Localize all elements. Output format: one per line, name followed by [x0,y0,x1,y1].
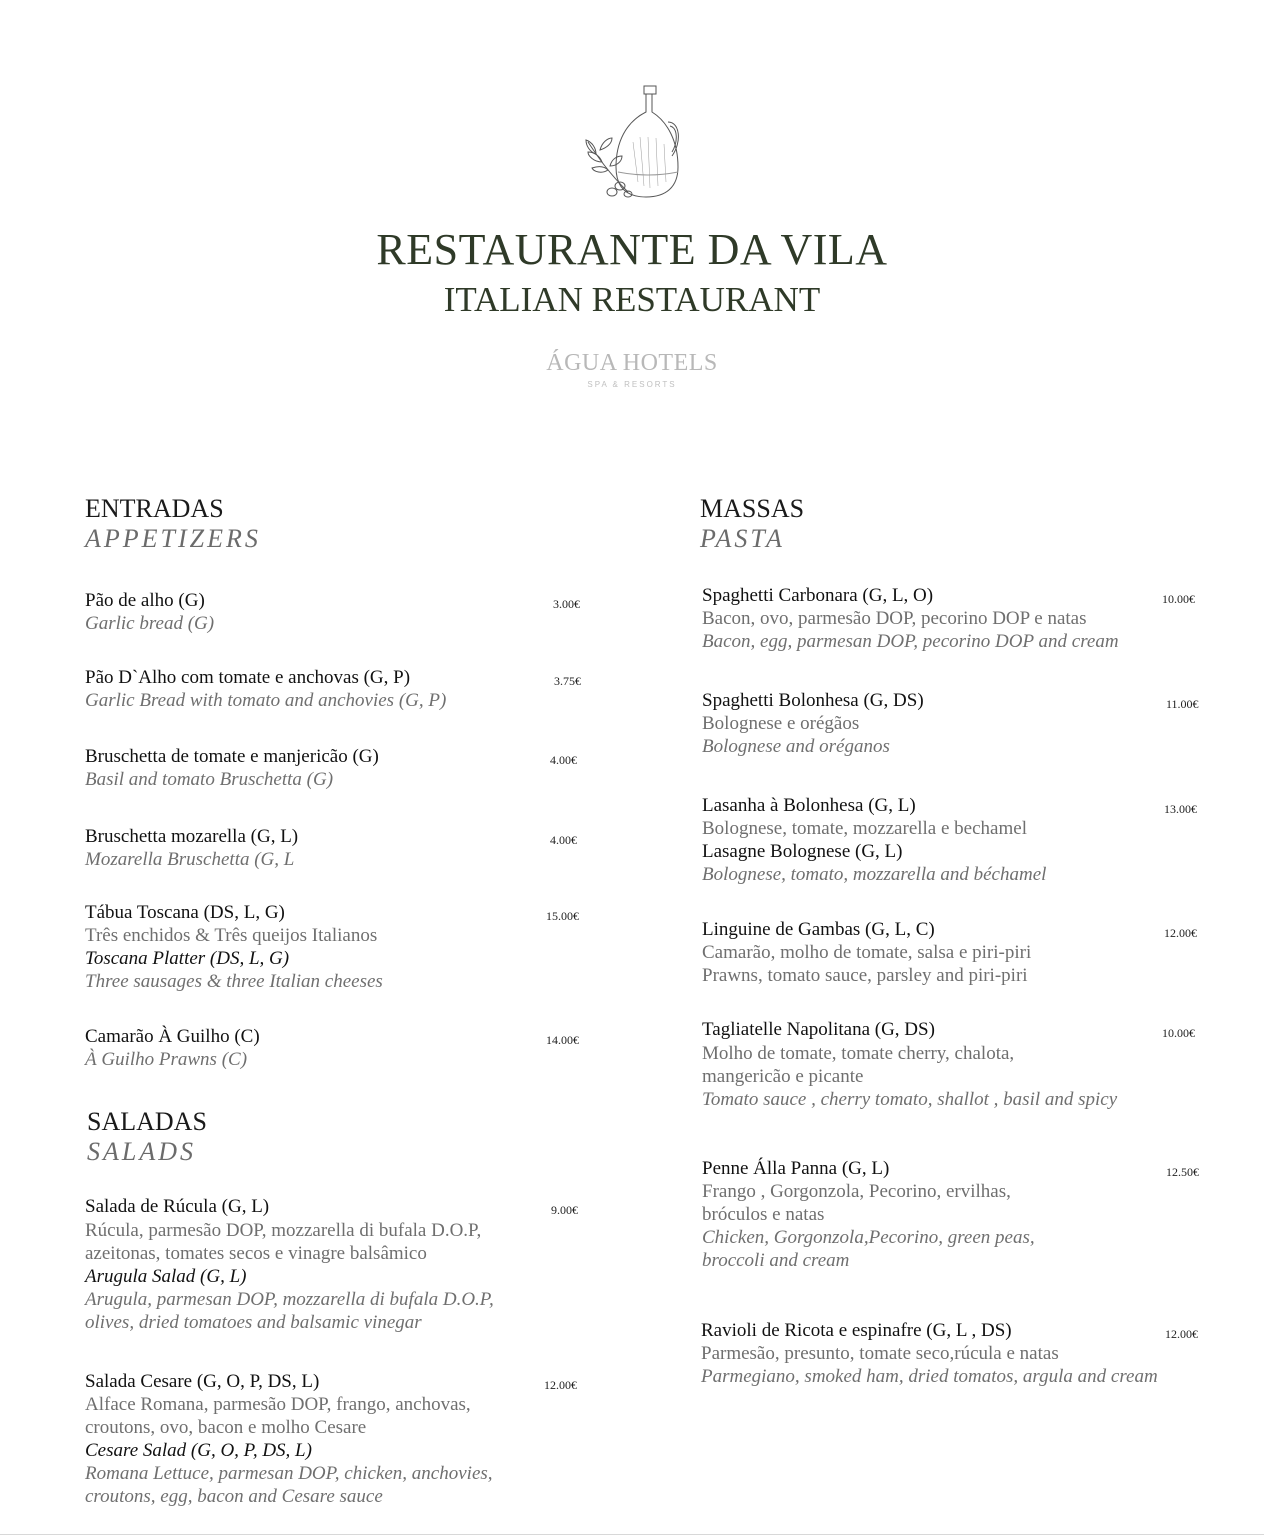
menu-item-description: Parmesão, presunto, tomate seco,rúcula e natas [701,1343,1059,1364]
menu-item-description: Bacon, ovo, parmesão DOP, pecorino DOP e natas [702,608,1087,629]
menu-item-description: mangericão e picante [702,1066,864,1087]
menu-item-price: 12.00€ [1164,926,1197,940]
menu-item-price: 10.00€ [1162,1026,1195,1040]
menu-item-name: Bruschetta mozarella (G, L) [85,826,299,847]
menu-item-price: 3.75€ [554,674,581,688]
menu-item-english: Three sausages & three Italian cheeses [85,971,383,992]
menu-item-name: Pão D`Alho com tomate e anchovas (G, P) [85,667,411,688]
menu-item-price: 15.00€ [546,909,579,923]
menu-item-name: Pão de alho (G) [85,590,205,611]
menu-item-english: Garlic Bread with tomato and anchovies (G, P) [85,690,447,711]
menu-item-name: Camarão À Guilho (C) [85,1026,260,1047]
section-title-massas: MASSAS [700,494,805,523]
olive-oil-bottle-illustration [578,82,688,204]
menu-item-english: broccoli and cream [702,1250,850,1271]
menu-item-name: Linguine de Gambas (G, L, C) [702,919,935,940]
menu-item-english-name: Cesare Salad (G, O, P, DS, L) [85,1440,312,1461]
section-title-entradas: ENTRADAS [85,494,224,523]
menu-item-description: azeitonas, tomates secos e vinagre balsâmico [85,1243,427,1264]
menu-item-english: Romana Lettuce, parmesan DOP, chicken, anchovies, [85,1463,493,1484]
menu-item-english: Prawns, tomato sauce, parsley and piri-piri [702,965,1028,986]
page-bottom-divider [0,1534,1264,1535]
menu-item-price: 4.00€ [550,753,577,767]
menu-item-name: Penne Álla Panna (G, L) [702,1158,890,1179]
menu-item-price: 12.50€ [1166,1165,1199,1179]
menu-item-english: croutons, egg, bacon and Cesare sauce [85,1486,383,1507]
menu-item-name: Salada de Rúcula (G, L) [85,1196,270,1217]
menu-item-description: croutons, ovo, bacon e molho Cesare [85,1417,367,1438]
menu-item-description: Alface Romana, parmesão DOP, frango, anchovas, [85,1394,471,1415]
hotel-logo-name: ÁGUA HOTELS [546,350,718,376]
menu-item-description: Molho de tomate, tomate cherry, chalota, [702,1043,1015,1064]
menu-item-price: 14.00€ [546,1033,579,1047]
menu-item-name: Bruschetta de tomate e manjericão (G) [85,746,379,767]
menu-item-english: Bolognese and oréganos [702,736,890,757]
menu-item-english: À Guilho Prawns (C) [85,1049,248,1070]
menu-item-name: Ravioli de Ricota e espinafre (G, L , DS) [701,1320,1012,1341]
hotel-logo-tagline: SPA & RESORTS [587,380,677,389]
menu-item-price: 12.00€ [1165,1327,1198,1341]
menu-item-description: Rúcula, parmesão DOP, mozzarella di bufala D.O.P, [85,1220,482,1241]
menu-item-description: Camarão, molho de tomate, salsa e piri-piri [702,942,1032,963]
menu-item-english: Basil and tomato Bruschetta (G) [85,769,334,790]
section-title-saladas: SALADAS [87,1107,207,1136]
menu-item-price: 12.00€ [544,1378,577,1392]
menu-item-name: Tábua Toscana (DS, L, G) [85,902,285,923]
menu-item-english-name: Arugula Salad (G, L) [85,1266,247,1287]
menu-item-description: Bolognese e orégãos [702,713,860,734]
menu-item-english-name: Toscana Platter (DS, L, G) [85,948,290,969]
menu-item-description: bróculos e natas [702,1204,825,1225]
menu-item-name: Tagliatelle Napolitana (G, DS) [702,1019,935,1040]
menu-item-english-name: Lasagne Bolognese (G, L) [702,841,903,862]
section-title-pasta: PASTA [700,524,785,553]
menu-item-english: Bacon, egg, parmesan DOP, pecorino DOP and cream [702,631,1119,652]
menu-item-english: Chicken, Gorgonzola,Pecorino, green peas, [702,1227,1035,1248]
menu-item-price: 13.00€ [1164,802,1197,816]
menu-item-english: Garlic bread (G) [85,613,215,634]
menu-item-price: 9.00€ [551,1203,578,1217]
menu-item-english: Parmegiano, smoked ham, dried tomatos, argula and cream [701,1366,1158,1387]
menu-item-name: Lasanha à Bolonhesa (G, L) [702,795,916,816]
restaurant-title: RESTAURANTE DA VILA [376,225,888,274]
restaurant-subtitle: ITALIAN RESTAURANT [443,280,821,319]
menu-item-name: Salada Cesare (G, O, P, DS, L) [85,1371,320,1392]
menu-item-price: 11.00€ [1166,697,1199,711]
menu-item-english: Mozarella Bruschetta (G, L [85,849,295,870]
menu-item-name: Spaghetti Carbonara (G, L, O) [702,585,934,606]
menu-item-english: olives, dried tomatoes and balsamic vinegar [85,1312,422,1333]
menu-item-description: Bolognese, tomate, mozzarella e bechamel [702,818,1027,839]
section-title-salads: SALADS [87,1137,196,1166]
menu-item-name: Spaghetti Bolonhesa (G, DS) [702,690,924,711]
menu-item-price: 4.00€ [550,833,577,847]
menu-item-english: Arugula, parmesan DOP, mozzarella di bufala D.O.P, [85,1289,494,1310]
menu-item-description: Frango , Gorgonzola, Pecorino, ervilhas, [702,1181,1011,1202]
menu-item-english: Tomato sauce , cherry tomato, shallot , basil and spicy [702,1089,1118,1110]
menu-item-price: 3.00€ [553,597,580,611]
section-title-appetizers: APPETIZERS [85,524,261,553]
menu-item-price: 10.00€ [1162,592,1195,606]
menu-item-description: Três enchidos & Três queijos Italianos [85,925,378,946]
menu-item-english: Bolognese, tomato, mozzarella and béchamel [702,864,1047,885]
